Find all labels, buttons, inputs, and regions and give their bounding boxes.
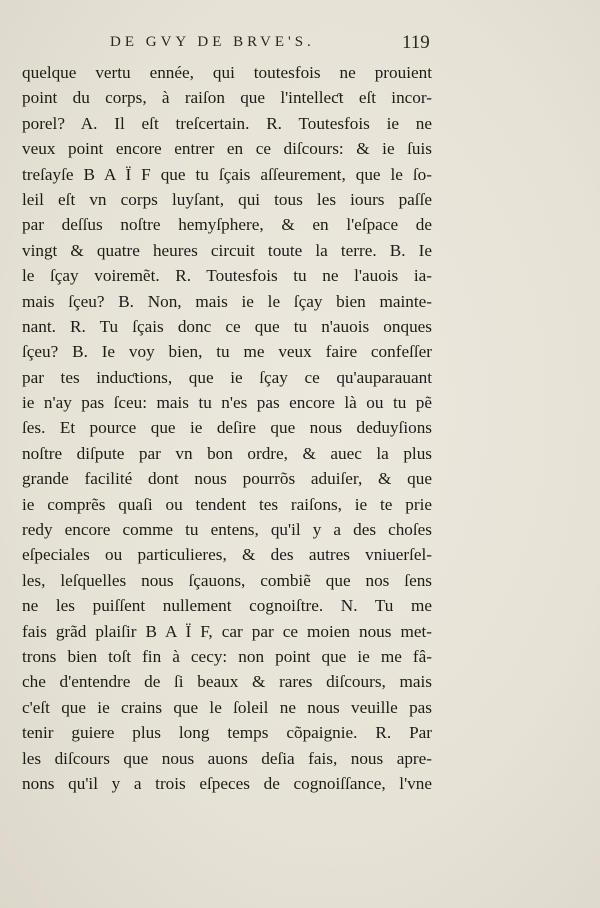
text-line-28: les diſcours que nous auons deſia fais, nous apre-: [22, 748, 432, 768]
text-line-2: point du corps, à raiſon que l'intelleƈt eſt incor-: [22, 88, 432, 108]
text-line-22: ne les puiſſent nullement cognoiſtre. N. Tu me: [22, 596, 432, 616]
text-line-14: ie n'ay pas ſceu: mais tu n'es pas encore là ou tu pẽ: [22, 393, 432, 413]
text-line-19: redy encore comme tu entens, qu'il y a des choſes: [22, 520, 432, 540]
text-line-4: veux point encore entrer en ce diſcours: & ie ſuis: [22, 139, 432, 159]
text-line-6: leil eſt vn corps luyſant, qui tous les iours paſſe: [22, 189, 432, 209]
text-line-11: nant. R. Tu ſçais donc ce que tu n'auois onques: [22, 316, 432, 336]
text-line-27: tenir guiere plus long temps cõpaignie. R. Par: [22, 723, 432, 743]
text-line-9: le ſçay voiremẽt. R. Toutesfois tu ne l'auois ia-: [22, 266, 432, 286]
text-line-26: c'eſt que ie crains que le ſoleil ne nous veuille pas: [22, 697, 432, 717]
text-line-20: eſpeciales ou particulieres, & des autres vniuerſel-: [22, 545, 432, 565]
text-line-10: mais ſçeu? B. Non, mais ie le ſçay bien mainte-: [22, 291, 432, 311]
page-number: 119: [402, 32, 430, 53]
text-line-13: par tes induƈtions, que ie ſçay ce qu'auparauant: [22, 367, 432, 387]
text-line-21: les, leſquelles nous ſçauons, combiẽ que nos ſens: [22, 570, 432, 590]
body-text: [22, 60, 432, 796]
text-line-23: fais grãd plaiſir B A Ï F, car par ce moien nous met-: [22, 621, 432, 641]
text-line-3: porel? A. Il eſt treſcertain. R. Toutesfois ie ne: [22, 113, 432, 133]
text-line-18: ie comprẽs quaſi ou tendent tes raiſons, ie te prie: [22, 494, 432, 514]
text-line-16: noſtre diſpute par vn bon ordre, & auec la plus: [22, 443, 432, 463]
text-line-7: par deſſus noſtre hemyſphere, & en l'eſpace de: [22, 215, 432, 235]
text-line-5: treſayſe B A Ï F que tu ſçais aſſeurement, que le ſo-: [22, 164, 432, 184]
text-line-1: quelque vertu ennée, qui toutesfois ne prouient: [22, 63, 432, 82]
text-line-25: che d'entendre de ſi beaux & rares diſcours, mais: [22, 672, 432, 692]
text-line-24: trons bien toſt fin à cecy: non point que ie me fâ-: [22, 646, 432, 666]
text-line-12: ſçeu? B. Ie voy bien, tu me veux faire confeſſer: [22, 342, 432, 362]
text-line-15: ſes. Et pource que ie deſire que nous deduyſions: [22, 418, 432, 438]
running-title: DE GVY DE BRVE'S.: [110, 34, 315, 50]
text-line-17: grande facilité dont nous pourrõs aduiſer, & que: [22, 469, 432, 489]
text-line-29: nons qu'il y a trois eſpeces de cognoiſſance, l'vne: [22, 773, 432, 793]
text-line-8: vingt & quatre heures circuit toute la terre. B. Ie: [22, 240, 432, 260]
